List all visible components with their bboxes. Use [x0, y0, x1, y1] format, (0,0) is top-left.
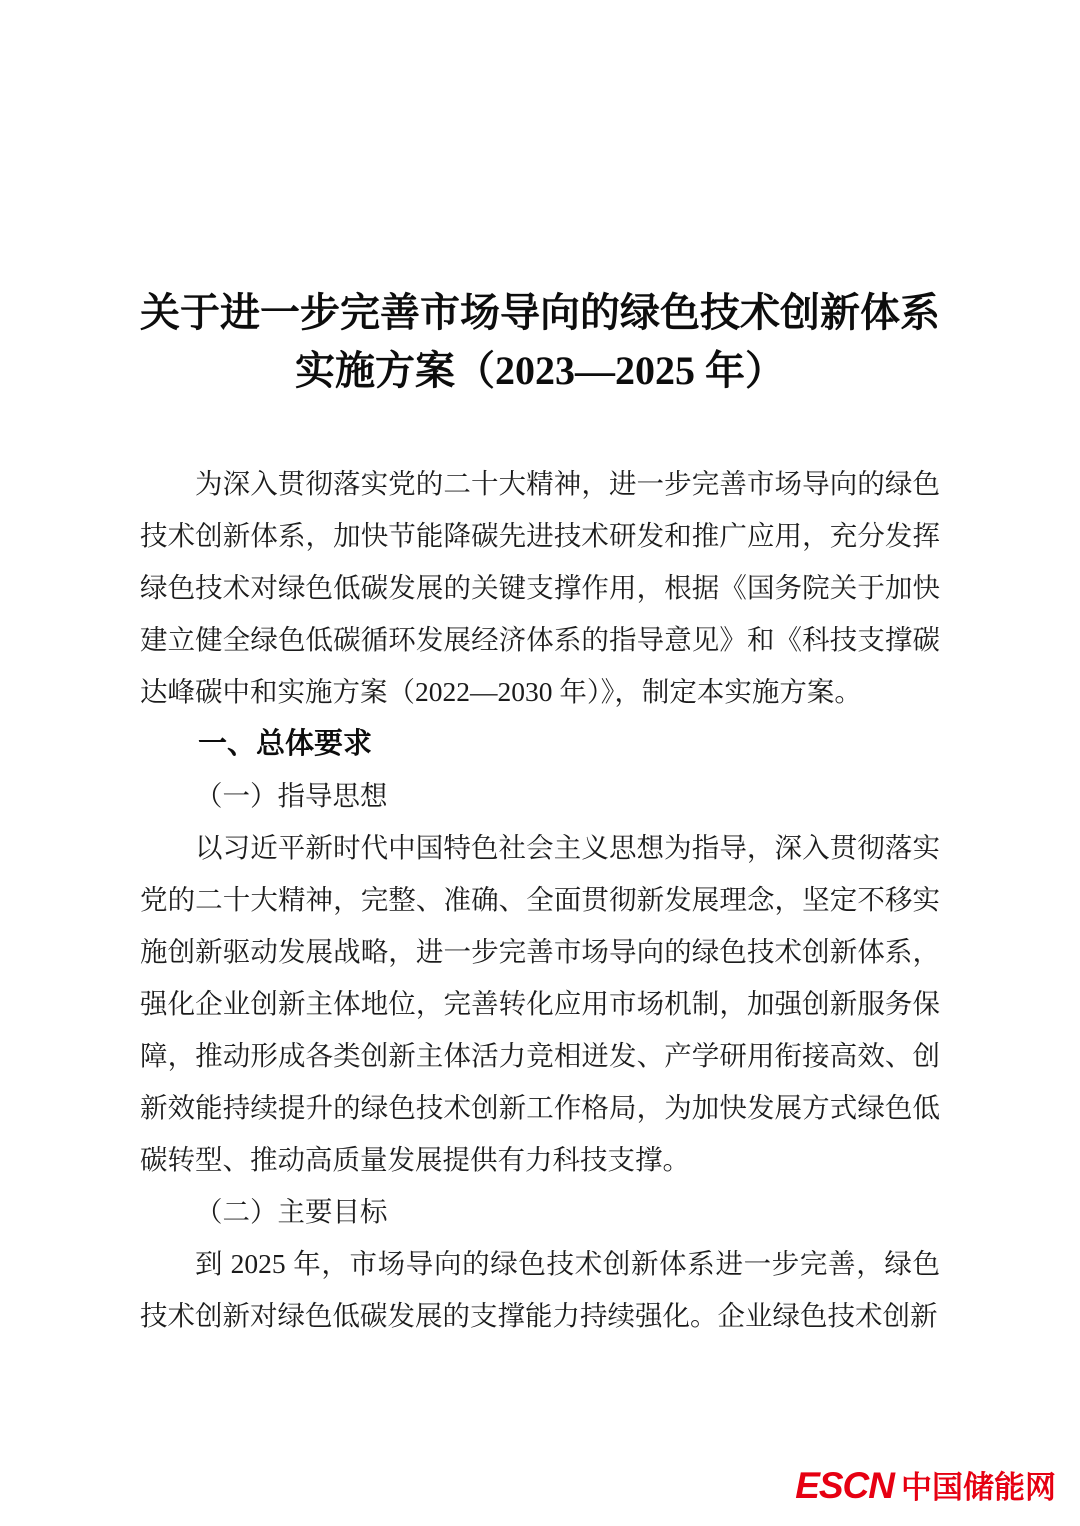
- subsection-heading-guiding-ideology: （一）指导思想: [195, 780, 388, 811]
- escn-logo: [795, 1466, 1056, 1514]
- document-page: [140, 0, 940, 1342]
- document-title-line-2: 实施方案（2023—2025 年）: [295, 348, 785, 393]
- section-heading-overall-requirements: 一、总体要求: [198, 728, 373, 760]
- guiding-ideology-paragraph: 以习近平新时代中国特色社会主义思想为指导，深入贯彻落实党的二十大精神，完整、准确、全面贯彻新发展理念，坚定不移实施创新驱动发展战略，进一步完善市场导向的绿色技术创新体系，强化企业创新主体地位，完善转化应用市场机制，加强创新服务保障，推动形成各类创新主体活力竞相迸发、产学研用衔接高效、创新效能持续提升的绿色技术创新工作格局，为加快发展方式绿色低碳转型、推动高质量发展提供有力科技支撑。: [140, 832, 940, 1175]
- escn-logo-latin-text: ESCN: [795, 1465, 894, 1506]
- document-body: [140, 458, 940, 1342]
- escn-logo-chinese-text: 中国储能网: [901, 1470, 1056, 1505]
- subsection-heading-main-goals: （二）主要目标: [195, 1196, 388, 1227]
- intro-paragraph: 为深入贯彻落实党的二十大精神，进一步完善市场导向的绿色技术创新体系，加快节能降碳先进技术研发和推广应用，充分发挥绿色技术对绿色低碳发展的关键支撑作用，根据《国务院关于加快建立健全绿色低碳循环发展经济体系的指导意见》和《科技支撑碳达峰碳中和实施方案（2022—2030 年）》，制定本实施方案。: [140, 468, 940, 707]
- document-title-line-1: 关于进一步完善市场导向的绿色技术创新体系: [140, 290, 940, 335]
- document-title: [140, 284, 940, 400]
- main-goals-paragraph: 到 2025 年，市场导向的绿色技术创新体系进一步完善，绿色技术创新对绿色低碳发展的支撑能力持续强化。企业绿色技术创新: [140, 1248, 940, 1331]
